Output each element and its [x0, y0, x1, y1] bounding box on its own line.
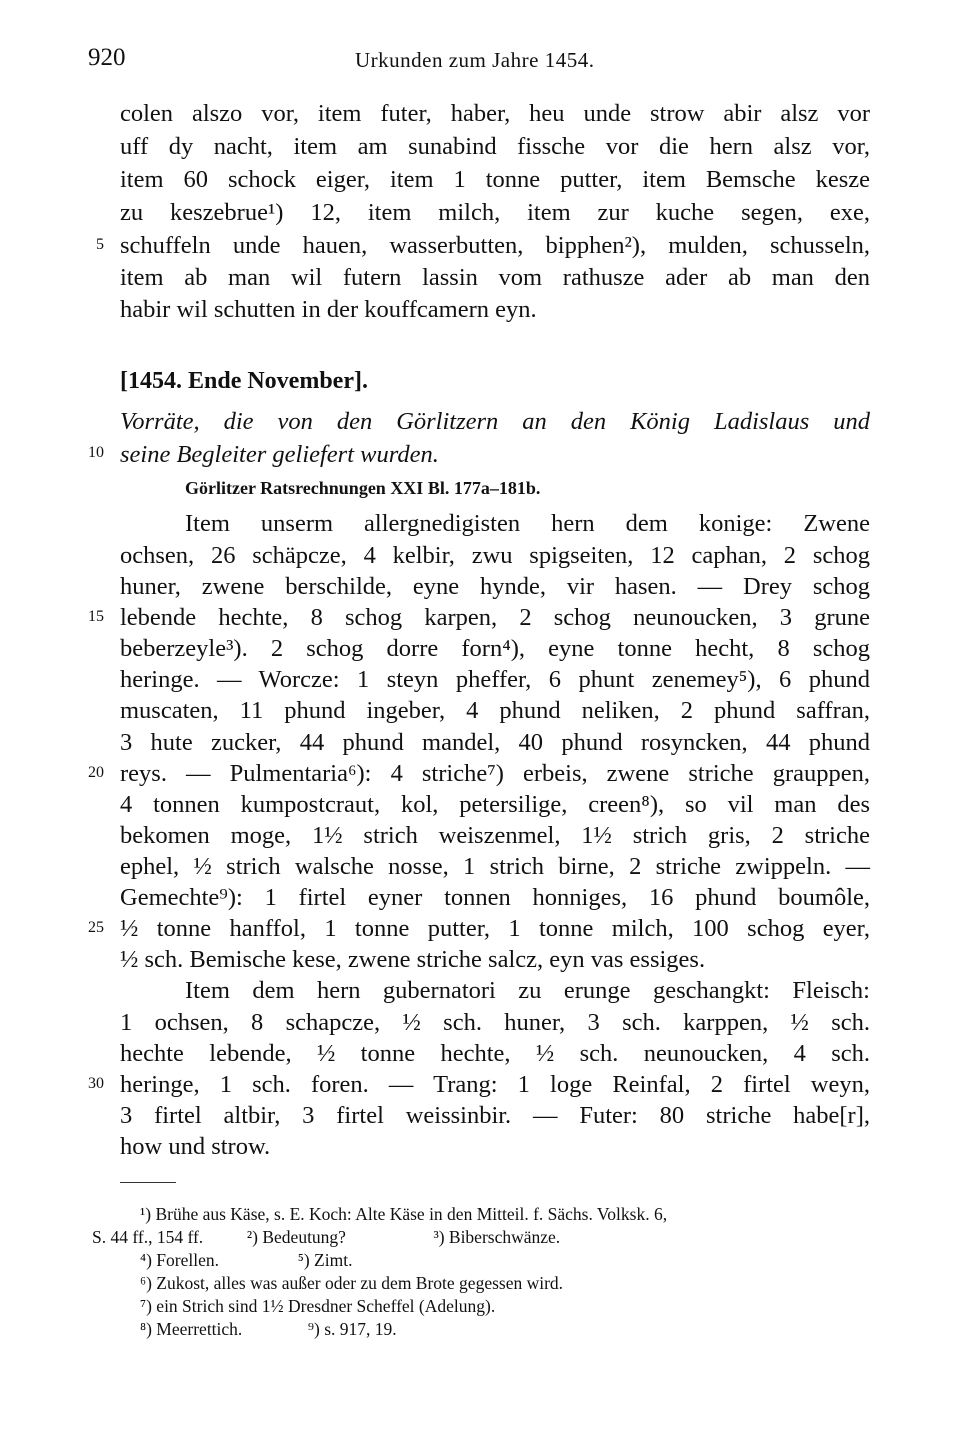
- text-line: Item unserm allergnedigisten hern dem konige: Zwene: [185, 510, 870, 537]
- text-line: reys. — Pulmentaria⁶): 4 striche⁷) erbeis, zwene striche grauppen,: [120, 760, 870, 787]
- text-line: schuffeln unde hauen, wasserbutten, bipphen²), mulden, schusseln,: [120, 232, 870, 259]
- text-line: heringe. — Worcze: 1 steyn pheffer, 6 phunt zenemey⁵), 6 phund: [120, 666, 870, 693]
- line-number: 15: [88, 608, 104, 625]
- footnote: ⁸) Meerrettich. ⁹) s. 917, 19.: [140, 1319, 397, 1339]
- source-reference: Görlitzer Ratsrechnungen XXI Bl. 177a–181b.: [185, 478, 541, 498]
- text-line: ½ tonne hanffol, 1 tonne putter, 1 tonne milch, 100 schog eyer,: [120, 915, 870, 942]
- footnote: ⁷) ein Strich sind 1½ Dresdner Scheffel (Adelung).: [140, 1296, 496, 1316]
- title-line: Vorräte, die von den Görlitzern an den König Ladislaus und: [120, 408, 870, 435]
- text-line: uff dy nacht, item am sunabind fissche vor die hern alsz vor,: [120, 133, 870, 160]
- text-line: hechte lebende, ½ tonne hechte, ½ sch. neunoucken, 4 sch.: [120, 1040, 870, 1067]
- line-number: 30: [88, 1075, 104, 1092]
- footnote: ⁴) Forellen. ⁵) Zimt.: [140, 1250, 353, 1270]
- running-head: Urkunden zum Jahre 1454.: [355, 48, 595, 72]
- line-number: 5: [96, 236, 104, 253]
- text-line: ephel, ½ strich walsche nosse, 1 strich birne, 2 striche zwippeln. —: [120, 853, 870, 880]
- text-line: item ab man wil futern lassin vom rathusze ader ab man den: [120, 264, 870, 291]
- text-line: 1 ochsen, 8 schapcze, ½ sch. huner, 3 sch. karppen, ½ sch.: [120, 1009, 870, 1036]
- footnote: ¹) Brühe aus Käse, s. E. Koch: Alte Käse in den Mitteil. f. Sächs. Volksk. 6,: [140, 1204, 668, 1224]
- document-heading: [1454. Ende November].: [120, 368, 368, 394]
- text-line: ½ sch. Bemische kese, zwene striche salcz, eyn vas essiges.: [120, 946, 706, 973]
- text-line: bekomen moge, 1½ strich weiszenmel, 1½ strich gris, 2 striche: [120, 822, 870, 849]
- text-line: how und strow.: [120, 1133, 271, 1160]
- text-line: lebende hechte, 8 schog karpen, 2 schog neunoucken, 3 grune: [120, 604, 870, 631]
- text-line: 3 hute zucker, 44 phund mandel, 40 phund rosyncken, 44 phund: [120, 729, 870, 756]
- text-line: Item dem hern gubernatori zu erunge geschangkt: Fleisch:: [185, 977, 870, 1004]
- text-line: beberzeyle³). 2 schog dorre forn⁴), eyne tonne hecht, 8 schog: [120, 635, 870, 662]
- text-line: 4 tonnen kumpostcraut, kol, petersilige, creen⁸), so vil man des: [120, 791, 870, 818]
- text-line: heringe, 1 sch. foren. — Trang: 1 loge Reinfal, 2 firtel weyn,: [120, 1071, 870, 1098]
- text-line: zu keszebrue¹) 12, item milch, item zur kuche segen, exe,: [120, 199, 870, 226]
- line-number: 25: [88, 919, 104, 936]
- text-line: colen alszo vor, item futer, haber, heu unde strow abir alsz vor: [120, 100, 870, 127]
- text-line: item 60 schock eiger, item 1 tonne putter, item Bemsche kesze: [120, 166, 870, 193]
- text-line: Gemechte⁹): 1 firtel eyner tonnen honniges, 16 phund boumôle,: [120, 884, 870, 911]
- text-line: muscaten, 11 phund ingeber, 4 phund neliken, 2 phund saffran,: [120, 697, 870, 724]
- footnote-divider: [120, 1182, 176, 1183]
- text-line: habir wil schutten in der kouffcamern eyn.: [120, 296, 537, 323]
- footnote: S. 44 ff., 154 ff. ²) Bedeutung? ³) Biberschwänze.: [92, 1227, 561, 1247]
- text-line: 3 firtel altbir, 3 firtel weissinbir. — Futer: 80 striche habe[r],: [120, 1102, 870, 1129]
- page-number: 920: [88, 44, 126, 71]
- title-line: seine Begleiter geliefert wurden.: [120, 441, 439, 468]
- text-line: huner, zwene berschilde, eyne hynde, vir hasen. — Drey schog: [120, 573, 870, 600]
- footnote: ⁶) Zukost, alles was außer oder zu dem Brote gegessen wird.: [140, 1273, 564, 1293]
- line-number: 20: [88, 764, 104, 781]
- line-number: 10: [88, 444, 104, 461]
- text-line: ochsen, 26 schäpcze, 4 kelbir, zwu spigseiten, 12 caphan, 2 schog: [120, 542, 870, 569]
